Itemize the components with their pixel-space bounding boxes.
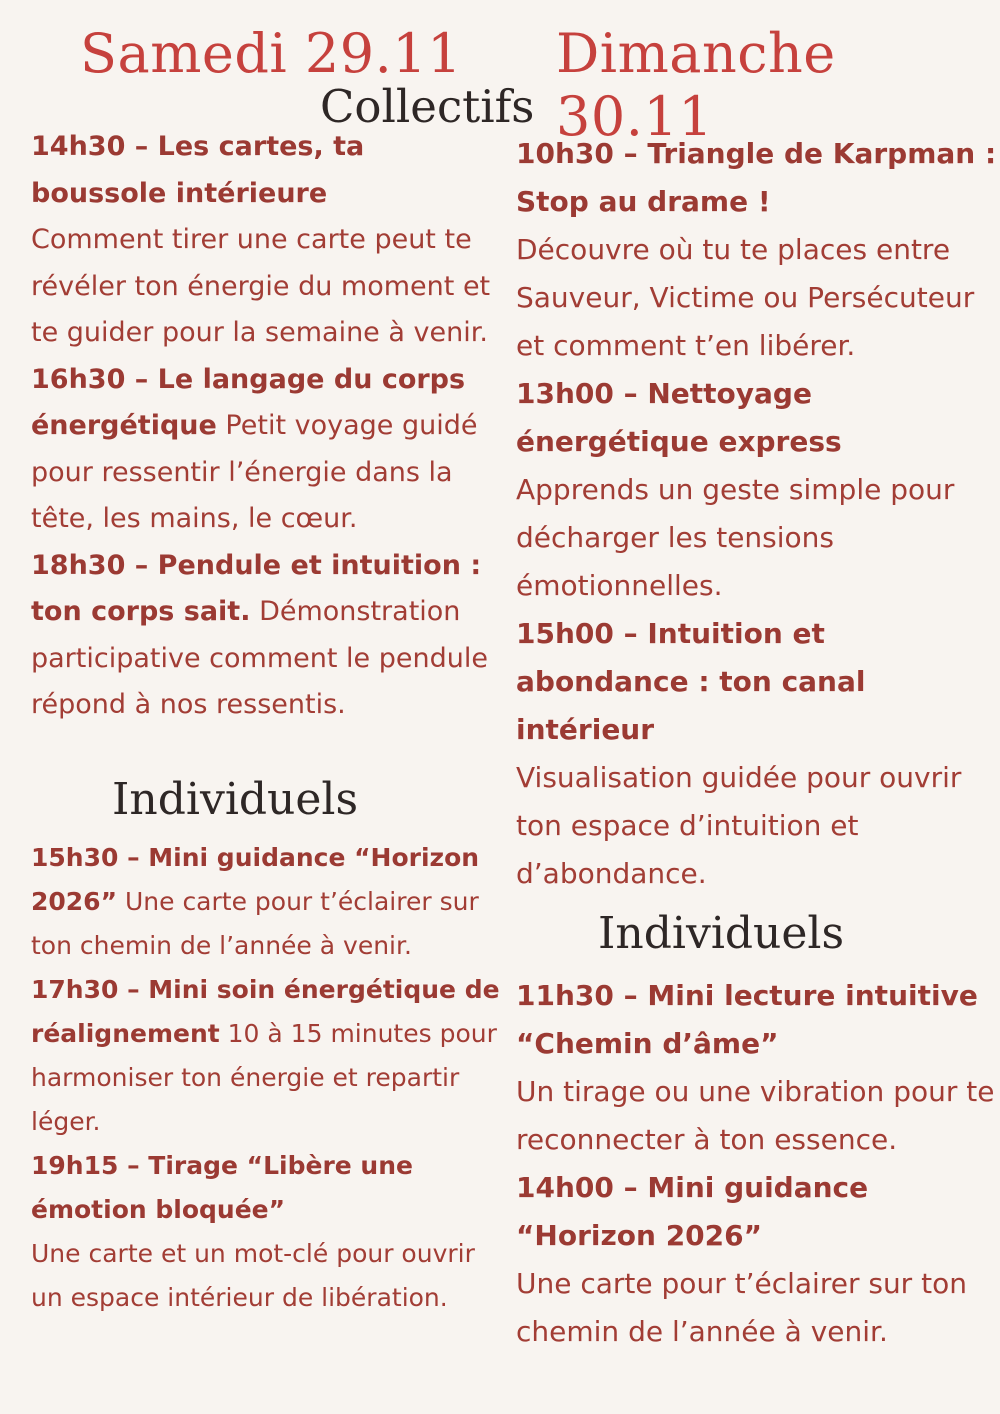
sunday-collectifs-list: [516, 130, 1000, 898]
event-description: Comment tirer une carte peut te révéler ton énergie du moment et te guider pour la semaine à venir.: [31, 224, 491, 348]
event-item: [31, 1144, 501, 1320]
event-title: 16h30 – Le langage du corps énergétique: [31, 363, 466, 441]
event-title: 15h30 – Mini guidance “Horizon 2026”: [31, 843, 480, 916]
event-item: [516, 130, 1000, 370]
event-item: [516, 972, 1000, 1164]
event-description: Une carte pour t’éclairer sur ton chemin de l’année à venir.: [516, 1267, 967, 1348]
event-title: 14h30 – Les cartes, ta boussole intérieure: [31, 131, 365, 209]
event-title: 10h30 – Triangle de Karpman : Stop au drame !: [516, 137, 997, 218]
event-description: Apprends un geste simple pour décharger les tensions émotionnelles.: [516, 473, 955, 602]
event-item: [516, 610, 1000, 898]
saturday-title: Samedi 29.11: [80, 22, 462, 85]
event-description: Démonstration participative comment le pendule répond à nos ressentis.: [31, 596, 488, 720]
sunday-title: Dimanche 30.11: [556, 22, 836, 148]
event-item: [31, 357, 501, 543]
sunday-individuels-list: [516, 972, 1000, 1356]
sunday-individuels-heading: Individuels: [598, 908, 845, 959]
event-title: 17h30 – Mini soin énergétique de réalignement: [31, 975, 500, 1048]
event-item: [31, 124, 501, 357]
event-title: 14h00 – Mini guidance “Horizon 2026”: [516, 1171, 869, 1252]
event-item: [31, 543, 501, 729]
collectifs-heading: Collectifs: [320, 80, 535, 133]
event-title: 18h30 – Pendule et intuition : ton corps sait.: [31, 549, 482, 627]
event-item: [516, 1164, 1000, 1356]
event-title: 11h30 – Mini lecture intuitive “Chemin d’âme”: [516, 979, 978, 1060]
saturday-individuels-list: [31, 836, 501, 1320]
event-title: 19h15 – Tirage “Libère une émotion bloquée”: [31, 1151, 413, 1224]
saturday-individuels-heading: Individuels: [112, 774, 359, 825]
event-title: 15h00 – Intuition et abondance : ton canal intérieur: [516, 617, 866, 746]
event-description: 10 à 15 minutes pour harmoniser ton énergie et repartir léger.: [31, 1019, 497, 1136]
saturday-collectifs-list: [31, 124, 501, 729]
event-description: Découvre où tu te places entre Sauveur, Victime ou Persécuteur et comment t’en libérer.: [516, 233, 975, 362]
event-title: 13h00 – Nettoyage énergétique express: [516, 377, 842, 458]
event-item: [31, 968, 501, 1144]
event-description: Une carte pour t’éclairer sur ton chemin de l’année à venir.: [31, 887, 479, 960]
event-description: Visualisation guidée pour ouvrir ton espace d’intuition et d’abondance.: [516, 761, 962, 890]
event-description: Une carte et un mot-clé pour ouvrir un espace intérieur de libération.: [31, 1239, 475, 1312]
event-item: [516, 370, 1000, 610]
event-description: Un tirage ou une vibration pour te reconnecter à ton essence.: [516, 1075, 995, 1156]
event-item: [31, 836, 501, 968]
event-description: Petit voyage guidé pour ressentir l’énergie dans la tête, les mains, le cœur.: [31, 410, 478, 534]
